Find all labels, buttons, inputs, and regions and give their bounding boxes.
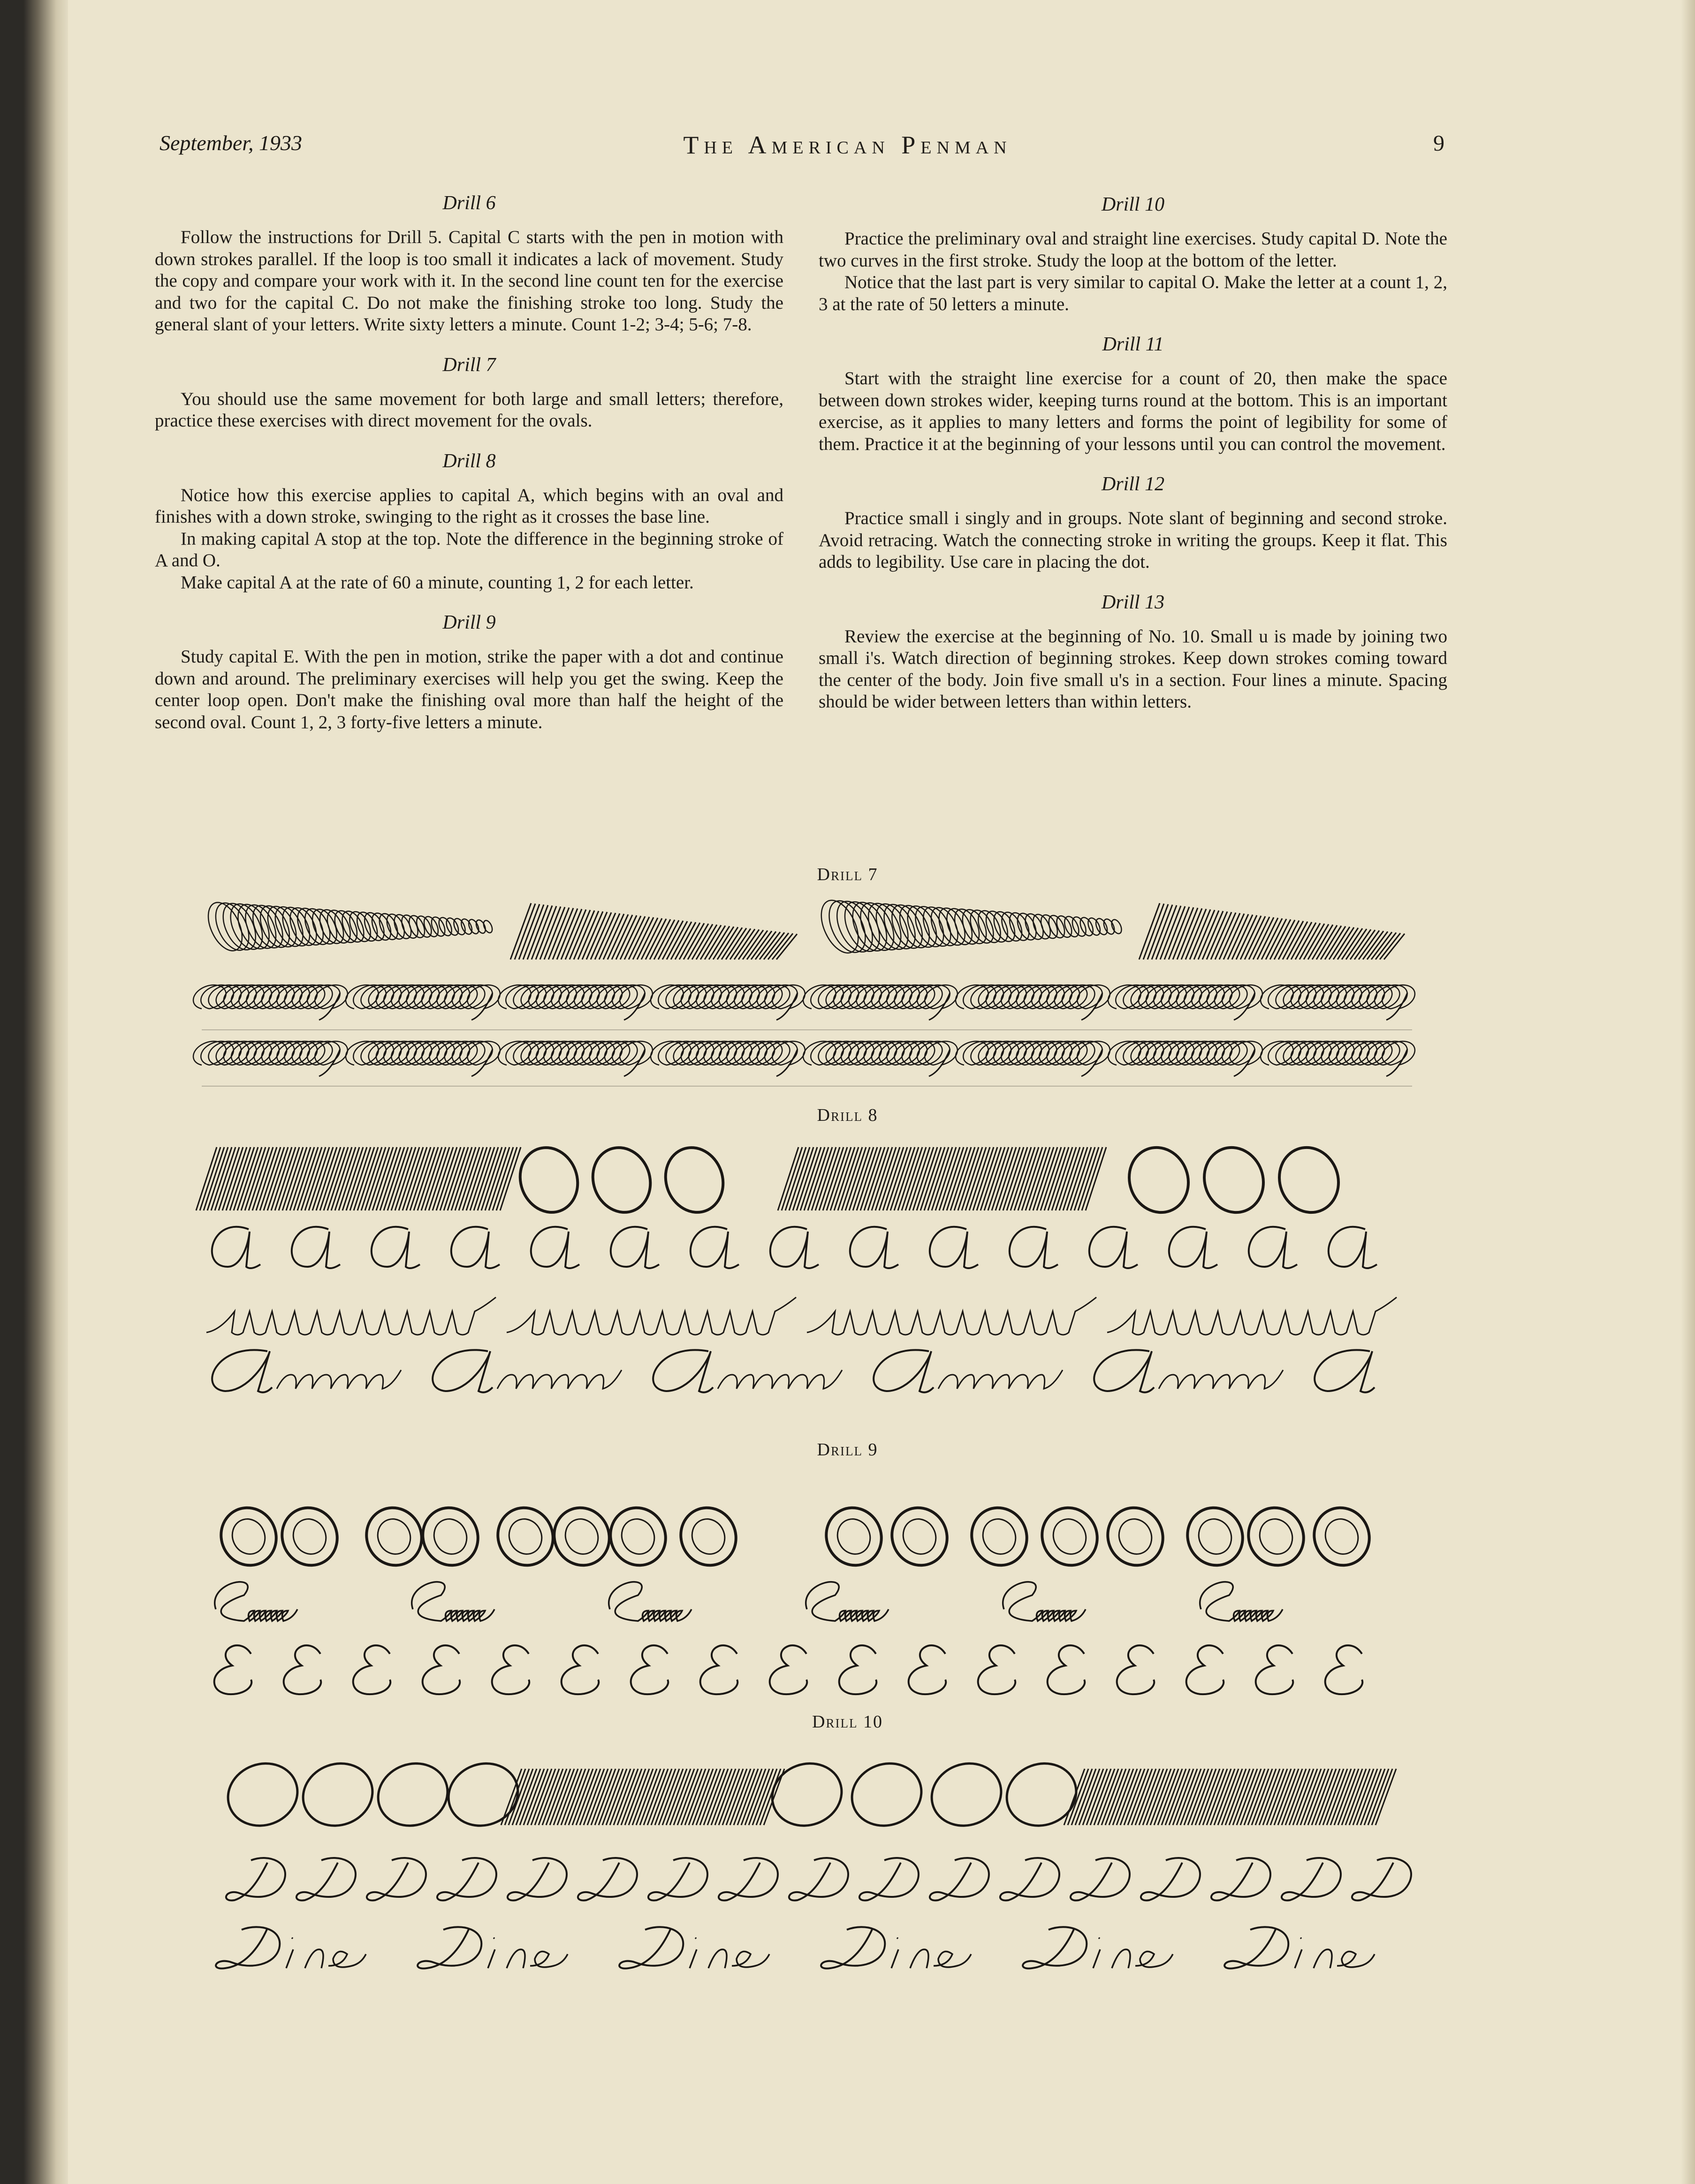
- paragraph: You should use the same movement for both large and small letters; therefore, practice these exercises with direct movement for the ovals.: [155, 388, 783, 431]
- issue-date: September, 1933: [160, 131, 303, 155]
- section-heading: Drill 6: [442, 192, 496, 214]
- paragraph: Review the exercise at the beginning of No. 10. Small u is made by joining two small i's. Watch direction of beginning strokes. Keep down strokes coming toward the center of the body. Join five small u's in a section. Four lines a minute. Spacing should be wider between letters than within letters.: [819, 626, 1447, 712]
- drill-10-exercise: [216, 1754, 1411, 1968]
- section-heading: Drill 13: [1101, 591, 1165, 613]
- paragraph: Start with the straight line exercise for a count of 20, then make the space between down strokes wider, keeping turns round at the bottom. This is an important exercise, as it applies to many letters and forms the point of legibility for some of them. Practice it at the beginning of your lessons until you can control the movement.: [819, 368, 1447, 454]
- paragraph: Follow the instructions for Drill 5. Capital C starts with the pen in motion with down strokes parallel. If the loop is too small it indicates a lack of movement. Study the copy and compare your work with it. In the second line count ten for the exercise and two for the capital C. Do not make the finishing stroke too long. Study the general slant of your letters. Write sixty letters a minute. Count 1-2; 3-4; 5-6; 7-8.: [155, 227, 783, 335]
- drill-8-exercise: [196, 1139, 1397, 1393]
- paragraph: Practice the preliminary oval and straight line exercises. Study capital D. Note the two curves in the first stroke. Study the loop at the bottom of the letter.: [819, 228, 1447, 271]
- paragraph: Practice small i singly and in groups. Note slant of beginning and second stroke. Avoid retracing. Watch the connecting stroke in writing the groups. Keep it flat. This adds to legibility. Use care in placing the dot.: [819, 508, 1447, 572]
- section-heading: Drill 10: [1101, 194, 1165, 215]
- plate-heading-drill-7: Drill 7: [817, 865, 878, 884]
- section-heading: Drill 8: [442, 450, 496, 472]
- paragraph: In making capital A stop at the top. Note the difference in the beginning stroke of A and O.: [155, 528, 783, 571]
- section-heading: Drill 11: [1102, 334, 1164, 355]
- paragraph: Make capital A at the rate of 60 a minute, counting 1, 2 for each letter.: [181, 572, 694, 593]
- plate-heading-drill-9: Drill 9: [817, 1440, 878, 1460]
- section-heading: Drill 12: [1101, 473, 1165, 495]
- paragraph: Notice how this exercise applies to capital A, which begins with an oval and finishes with a down stroke, swinging to the right as it crosses the base line.: [155, 485, 783, 527]
- drill-7-exercise: [193, 895, 1415, 1076]
- page-number: 9: [1433, 131, 1444, 156]
- section-heading: Drill 9: [442, 612, 496, 633]
- drill-9-exercise: [212, 1499, 1379, 1694]
- plate-heading-drill-8: Drill 8: [817, 1105, 878, 1125]
- plate-heading-drill-10: Drill 10: [812, 1712, 883, 1732]
- magazine-title: The American Penman: [683, 131, 1012, 159]
- section-heading: Drill 7: [442, 354, 496, 376]
- paragraph: Study capital E. With the pen in motion, strike the paper with a dot and continue down and around. The preliminary exercises will help you get the swing. Keep the center loop open. Don't make the finishing oval more than half the height of the second oval. Count 1, 2, 3 forty-five letters a minute.: [155, 647, 783, 732]
- paragraph: Notice that the last part is very similar to capital O. Make the letter at a count 1, 2, 3 at the rate of 50 letters a minute.: [819, 272, 1447, 314]
